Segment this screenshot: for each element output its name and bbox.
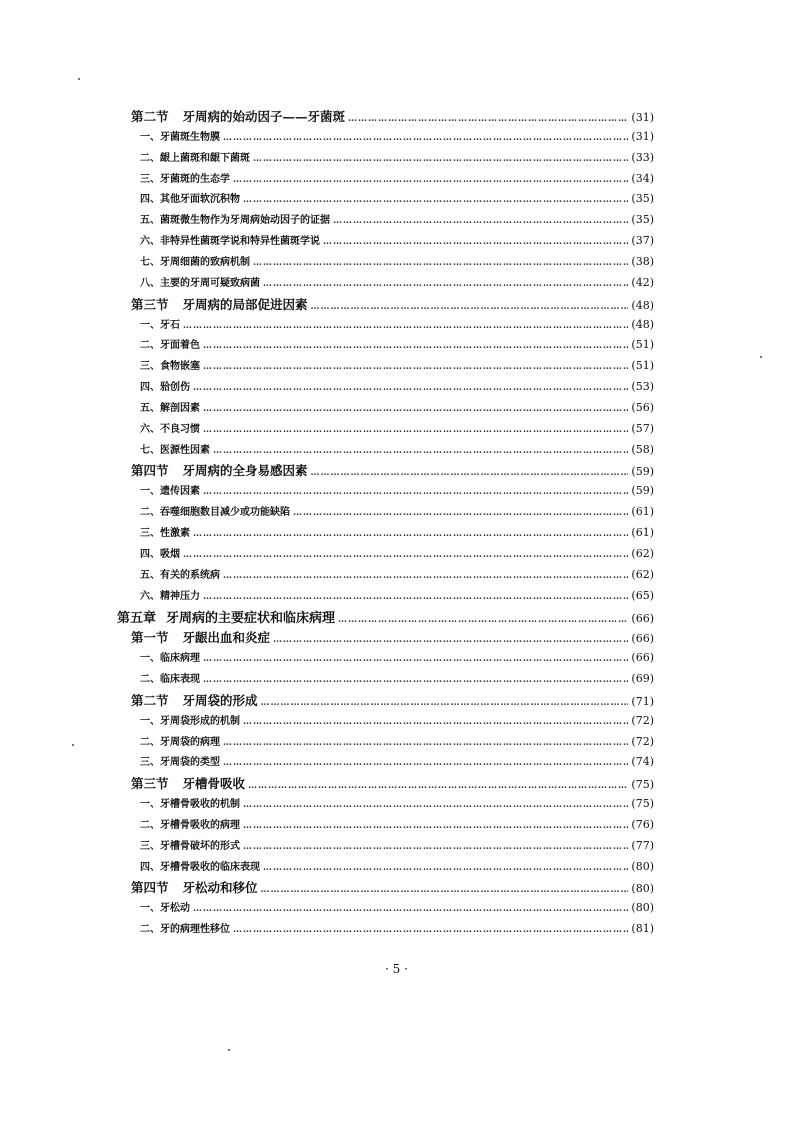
toc-entry bbox=[140, 837, 654, 852]
toc-entry bbox=[140, 649, 654, 664]
toc-leader-dots bbox=[253, 154, 628, 164]
toc-leader-dots bbox=[243, 195, 628, 205]
toc-entry bbox=[140, 503, 654, 518]
toc-entry bbox=[140, 733, 654, 748]
toc-entry bbox=[140, 378, 654, 393]
toc-page-number: (75) bbox=[631, 778, 654, 792]
toc-title: 牙菌斑的生态学 bbox=[160, 173, 230, 185]
toc-number: 四、 bbox=[140, 382, 160, 394]
toc-title: 解剖因素 bbox=[160, 402, 200, 414]
toc-title: 不良习惯 bbox=[160, 423, 200, 435]
toc-leader-dots bbox=[193, 529, 628, 539]
toc-number: 第四节 bbox=[131, 463, 169, 479]
toc-number: 第四节 bbox=[131, 880, 169, 896]
toc-leader-dots bbox=[193, 383, 628, 393]
toc-number: 三、 bbox=[140, 361, 160, 373]
toc-entry bbox=[140, 232, 654, 247]
toc-leader-dots bbox=[243, 717, 628, 727]
toc-page-number: (31) bbox=[631, 111, 654, 124]
toc-leader-dots bbox=[203, 487, 628, 497]
toc-entry bbox=[140, 357, 654, 372]
toc-page-number: (38) bbox=[631, 254, 654, 268]
toc-number: 五、 bbox=[140, 215, 160, 227]
toc-leader-dots bbox=[223, 571, 628, 581]
toc-number: 四、 bbox=[140, 548, 160, 560]
toc-number: 二、 bbox=[140, 819, 160, 831]
toc-page-number: (80) bbox=[631, 859, 654, 873]
toc-leader-dots bbox=[183, 550, 628, 560]
toc-section bbox=[131, 628, 654, 646]
toc-title: 牙石 bbox=[160, 319, 180, 331]
toc-title: 有关的系统病 bbox=[160, 569, 220, 581]
toc-title: 牙菌斑生物膜 bbox=[160, 131, 220, 143]
toc-page-number: (42) bbox=[631, 275, 654, 289]
toc-page-number: (81) bbox=[631, 922, 654, 936]
toc-page-number: (72) bbox=[631, 713, 654, 727]
toc-title: 牙槽骨吸收的临床表现 bbox=[160, 861, 260, 873]
toc-page-number: (61) bbox=[631, 526, 654, 539]
toc-entry bbox=[140, 670, 654, 685]
toc-title: 牙周病的主要症状和临床病理 bbox=[166, 611, 336, 627]
toc-leader-dots bbox=[263, 863, 628, 873]
toc-page-number: (61) bbox=[631, 505, 654, 519]
toc-title: 牙周袋的病理 bbox=[160, 736, 220, 748]
toc-number: 六、 bbox=[140, 423, 160, 435]
toc-leader-dots bbox=[261, 885, 629, 895]
scan-speck bbox=[760, 356, 762, 358]
toc-number: 一、 bbox=[140, 131, 160, 143]
toc-page-number: (62) bbox=[631, 567, 654, 581]
toc-leader-dots bbox=[243, 842, 628, 852]
toc-title: 牙周病的始动因子——牙菌斑 bbox=[182, 109, 346, 124]
toc-number: 三、 bbox=[140, 528, 160, 539]
scan-speck bbox=[78, 78, 80, 80]
toc-page-number: (35) bbox=[631, 213, 654, 227]
toc-page-number: (37) bbox=[631, 234, 654, 248]
toc-page-number: (33) bbox=[631, 150, 654, 164]
toc-title: 吸烟 bbox=[160, 548, 180, 560]
toc-number: 第五章 bbox=[117, 611, 157, 627]
toc-entry bbox=[140, 336, 654, 351]
toc-entry bbox=[140, 253, 654, 268]
toc-entry bbox=[140, 399, 654, 414]
toc-leader-dots bbox=[203, 341, 628, 351]
toc-number: 六、 bbox=[140, 236, 160, 248]
toc-number: 一、 bbox=[140, 319, 160, 331]
toc-entry bbox=[140, 545, 654, 560]
toc-number: 二、 bbox=[140, 673, 160, 685]
toc-leader-dots bbox=[243, 800, 628, 810]
toc-title: 牙的病理性移位 bbox=[160, 924, 230, 936]
toc-leader-dots bbox=[233, 925, 628, 935]
toc-number: 一、 bbox=[140, 799, 160, 811]
toc-page-number: (31) bbox=[631, 129, 654, 143]
toc-title: 牙面着色 bbox=[160, 340, 200, 352]
toc-entry bbox=[140, 190, 654, 205]
toc-title: 牙周袋的形成 bbox=[182, 692, 258, 708]
toc-leader-dots bbox=[223, 758, 628, 768]
toc-title: 医源性因素 bbox=[160, 444, 210, 456]
toc-number: 一、 bbox=[140, 486, 160, 498]
toc-entry bbox=[140, 899, 654, 914]
toc-title: 𬌗创伤 bbox=[160, 382, 190, 394]
toc-entry bbox=[140, 316, 654, 331]
toc-entry bbox=[140, 858, 654, 873]
toc-number: 一、 bbox=[140, 903, 160, 915]
toc-leader-dots bbox=[243, 821, 628, 831]
toc-title: 其他牙面软沉积物 bbox=[160, 194, 240, 206]
toc-title: 牙松动和移位 bbox=[182, 880, 258, 896]
toc-page-number: (56) bbox=[631, 400, 654, 414]
toc-number: 五、 bbox=[140, 402, 160, 414]
toc-page-number: (71) bbox=[631, 694, 654, 708]
toc-page-number: (72) bbox=[631, 734, 654, 748]
toc-entry bbox=[140, 128, 654, 143]
toc-entry bbox=[140, 566, 654, 581]
toc-entry bbox=[140, 816, 654, 831]
toc-leader-dots bbox=[333, 216, 628, 226]
toc-page-number: (62) bbox=[631, 546, 654, 560]
toc-entry bbox=[140, 482, 654, 497]
toc-page-number: (66) bbox=[631, 632, 654, 646]
toc-leader-dots bbox=[203, 362, 628, 372]
toc-leader-dots bbox=[261, 698, 629, 708]
toc-title: 遗传因素 bbox=[160, 486, 200, 498]
page-number: · 5 · bbox=[385, 962, 408, 976]
toc-section bbox=[131, 295, 654, 313]
toc-leader-dots bbox=[183, 321, 628, 331]
toc-leader-dots bbox=[223, 133, 628, 143]
toc-page-number: (77) bbox=[631, 838, 654, 852]
toc-number: 七、 bbox=[140, 444, 160, 456]
toc-number: 第一节 bbox=[131, 630, 169, 646]
toc-number: 六、 bbox=[140, 590, 160, 602]
toc-title: 牙周病的局部促进因素 bbox=[182, 296, 308, 312]
toc-leader-dots bbox=[203, 404, 628, 414]
toc-number: 三、 bbox=[140, 757, 160, 769]
toc-leader-dots bbox=[203, 675, 628, 685]
toc-number: 第三节 bbox=[131, 776, 169, 792]
toc-leader-dots bbox=[253, 258, 628, 268]
toc-title: 非特异性菌斑学说和特异性菌斑学说 bbox=[160, 236, 320, 248]
toc-title: 精神压力 bbox=[160, 590, 200, 602]
toc-entry bbox=[140, 587, 654, 602]
toc-number: 一、 bbox=[140, 653, 160, 665]
toc-leader-dots bbox=[338, 615, 628, 625]
toc-leader-dots bbox=[248, 781, 628, 791]
toc-entry bbox=[140, 712, 654, 727]
toc-title: 临床表现 bbox=[160, 673, 200, 685]
toc-page-number: (48) bbox=[631, 317, 654, 331]
toc-title: 牙周袋的类型 bbox=[160, 757, 220, 769]
toc-page-number: (53) bbox=[631, 380, 654, 394]
toc-page-number: (66) bbox=[631, 612, 654, 626]
toc-leader-dots bbox=[273, 635, 628, 645]
toc-entry bbox=[140, 274, 654, 289]
toc-page-number: (57) bbox=[631, 421, 654, 435]
toc-page-number: (59) bbox=[631, 465, 654, 479]
toc-title: 牙周袋形成的机制 bbox=[160, 715, 240, 727]
toc-title: 主要的牙周可疑致病菌 bbox=[160, 277, 260, 289]
toc-leader-dots bbox=[293, 508, 628, 518]
toc-title: 菌斑微生物作为牙周病始动因子的证据 bbox=[160, 215, 330, 227]
toc-leader-dots bbox=[311, 468, 629, 478]
toc-number: 第三节 bbox=[131, 296, 169, 312]
toc-section bbox=[131, 107, 654, 125]
toc-page-number: (48) bbox=[631, 298, 654, 312]
toc-entry bbox=[140, 753, 654, 768]
toc-leader-dots bbox=[348, 114, 628, 124]
toc-leader-dots bbox=[223, 738, 628, 748]
toc-page-number: (76) bbox=[631, 817, 654, 831]
toc-title: 性激素 bbox=[160, 528, 190, 539]
toc-leader-dots bbox=[323, 237, 628, 247]
toc-page-number: (69) bbox=[631, 671, 654, 685]
toc-title: 牙龈出血和炎症 bbox=[182, 630, 271, 646]
toc-entry bbox=[140, 170, 654, 185]
toc-title: 龈上菌斑和龈下菌斑 bbox=[160, 152, 250, 164]
toc-title: 牙槽骨吸收 bbox=[182, 776, 246, 792]
toc-title: 牙周细菌的致病机制 bbox=[160, 256, 250, 268]
toc-number: 二、 bbox=[140, 340, 160, 352]
toc-number: 四、 bbox=[140, 194, 160, 206]
toc-title: 牙槽骨吸收的机制 bbox=[160, 799, 240, 811]
scan-speck bbox=[228, 1049, 230, 1051]
scan-speck bbox=[72, 744, 74, 746]
toc-entry bbox=[140, 920, 654, 935]
toc-number: 三、 bbox=[140, 840, 160, 852]
toc-section bbox=[131, 878, 654, 896]
toc-title: 临床病理 bbox=[160, 653, 200, 665]
toc-section bbox=[131, 774, 654, 792]
toc-page-number: (80) bbox=[631, 882, 654, 896]
toc-number: 七、 bbox=[140, 256, 160, 268]
toc-page-number: (74) bbox=[631, 755, 654, 769]
toc-entry bbox=[140, 211, 654, 226]
toc-number: 四、 bbox=[140, 861, 160, 873]
toc-entry bbox=[140, 795, 654, 810]
toc-entry bbox=[140, 420, 654, 435]
toc-title: 食物嵌塞 bbox=[160, 361, 200, 373]
toc-page-number: (51) bbox=[631, 359, 654, 373]
toc-section bbox=[131, 691, 654, 709]
toc-number: 三、 bbox=[140, 173, 160, 185]
toc-leader-dots bbox=[193, 904, 628, 914]
toc-entry bbox=[140, 149, 654, 164]
toc-leader-dots bbox=[263, 279, 628, 289]
toc-title: 牙松动 bbox=[160, 903, 190, 915]
toc-leader-dots bbox=[203, 425, 628, 435]
toc-number: 二、 bbox=[140, 152, 160, 164]
toc-page-number: (58) bbox=[631, 442, 654, 456]
toc-entry bbox=[140, 524, 654, 539]
toc-title: 牙槽骨吸收的病理 bbox=[160, 819, 240, 831]
toc-section bbox=[131, 461, 654, 479]
toc-page-number: (65) bbox=[631, 588, 654, 602]
toc-number: 二、 bbox=[140, 736, 160, 748]
toc-title: 牙槽骨破坏的形式 bbox=[160, 840, 240, 852]
toc-page-number: (75) bbox=[631, 797, 654, 811]
toc-number: 第二节 bbox=[131, 692, 169, 708]
toc-number: 二、 bbox=[140, 924, 160, 936]
toc-number: 二、 bbox=[140, 507, 160, 519]
toc-page-number: (80) bbox=[631, 901, 654, 915]
toc-page-number: (51) bbox=[631, 338, 654, 352]
toc-title: 牙周病的全身易感因素 bbox=[182, 463, 308, 479]
toc-page-number: (66) bbox=[631, 651, 654, 665]
toc-leader-dots bbox=[213, 446, 628, 456]
toc-number: 一、 bbox=[140, 715, 160, 727]
toc-page-number: (35) bbox=[631, 192, 654, 206]
toc-leader-dots bbox=[311, 302, 629, 312]
toc-chapter bbox=[117, 607, 654, 626]
toc-leader-dots bbox=[233, 175, 628, 185]
toc-number: 八、 bbox=[140, 277, 160, 289]
toc-leader-dots bbox=[203, 592, 628, 602]
toc-page-number: (34) bbox=[631, 171, 654, 185]
toc-number: 五、 bbox=[140, 569, 160, 581]
toc-leader-dots bbox=[203, 654, 628, 664]
toc-title: 吞噬细胞数目减少或功能缺陷 bbox=[160, 507, 290, 519]
toc-page-number: (59) bbox=[631, 484, 654, 498]
toc-number: 第二节 bbox=[131, 109, 169, 124]
toc-entry bbox=[140, 441, 654, 456]
